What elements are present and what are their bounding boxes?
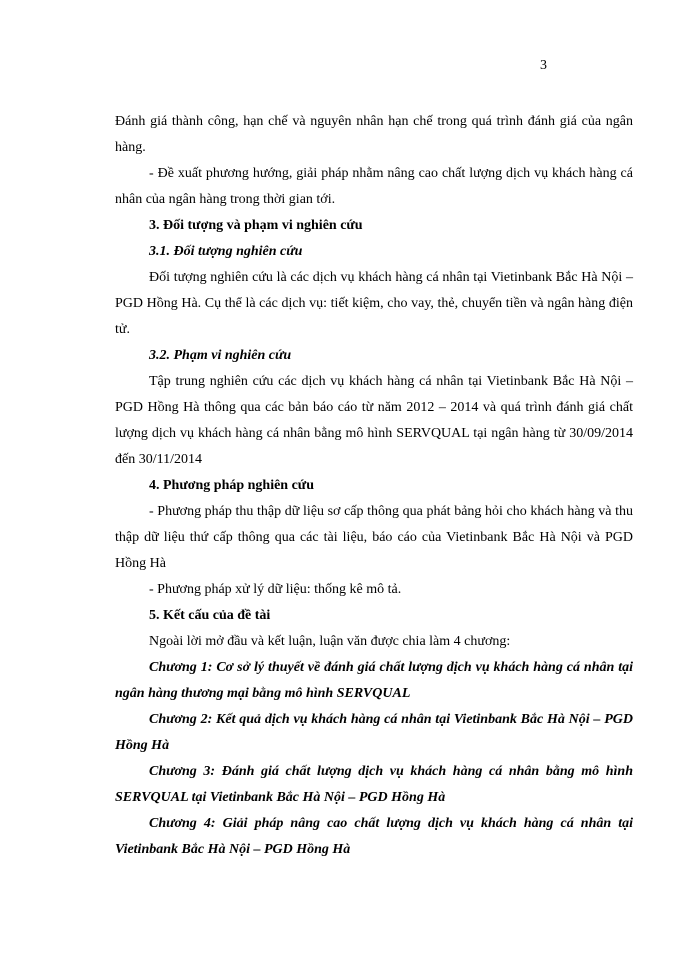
paragraph-intro-continued: Đánh giá thành công, hạn chế và nguyên nhân hạn chế trong quá trình đánh giá của ngân hàng.	[115, 114, 633, 155]
paragraph-structure-intro: Ngoài lời mở đầu và kết luận, luận văn được chia làm 4 chương:	[149, 634, 511, 649]
paragraph-objective-proposal: - Đề xuất phương hướng, giải pháp nhằm nâng cao chất lượng dịch vụ khách hàng cá nhân của ngân hàng trong thời gian tới.	[115, 166, 633, 207]
chapter-1-title: Chương 1: Cơ sở lý thuyết về đánh giá chất lượng dịch vụ khách hàng cá nhân tại ngân hàng thương mại bằng mô hình SERVQUAL	[115, 660, 633, 701]
document-body	[115, 109, 633, 863]
paragraph-research-object: Đối tượng nghiên cứu là các dịch vụ khách hàng cá nhân tại Vietinbank Bắc Hà Nội –PGD Hồng Hà. Cụ thể là các dịch vụ: tiết kiệm, cho vay, thẻ, chuyển tiền và ngân hàng điện tử.	[115, 270, 633, 337]
subsection-3-2-heading: 3.2. Phạm vi nghiên cứu	[149, 348, 292, 363]
subsection-3-1-heading: 3.1. Đối tượng nghiên cứu	[149, 244, 303, 259]
section-4-heading: 4. Phương pháp nghiên cứu	[149, 478, 314, 493]
section-3-heading: 3. Đối tượng và phạm vi nghiên cứu	[149, 218, 363, 233]
list-item-data-processing: - Phương pháp xử lý dữ liệu: thống kê mô tả.	[149, 582, 402, 597]
paragraph-research-scope: Tập trung nghiên cứu các dịch vụ khách hàng cá nhân tại Vietinbank Bắc Hà Nội –PGD Hồng Hà thông qua các bản báo cáo từ năm 2012 – 2014 và quá trình đánh giá chất lượng dịch vụ khách hàng cá nhân bằng mô hình SERVQUAL tại ngân hàng từ 30/09/2014 đến 30/11/2014	[115, 374, 633, 467]
chapter-3-title: Chương 3: Đánh giá chất lượng dịch vụ khách hàng cá nhân bằng mô hình SERVQUAL tại Vietinbank Bắc Hà Nội – PGD Hồng Hà	[115, 764, 633, 805]
page-number: 3	[540, 58, 547, 73]
chapter-4-title: Chương 4: Giải pháp nâng cao chất lượng dịch vụ khách hàng cá nhân tại Vietinbank Bắc Hà Nội – PGD Hồng Hà	[115, 816, 633, 857]
list-item-primary-data: - Phương pháp thu thập dữ liệu sơ cấp thông qua phát bảng hỏi cho khách hàng và thu thập dữ liệu thứ cấp thông qua các tài liệu, báo cáo của Vietinbank Bắc Hà Nội và PGD Hồng Hà	[115, 504, 633, 571]
section-5-heading: 5. Kết cấu của đề tài	[149, 608, 271, 623]
chapter-2-title: Chương 2: Kết quả dịch vụ khách hàng cá nhân tại Vietinbank Bắc Hà Nội – PGD Hồng Hà	[115, 712, 633, 753]
